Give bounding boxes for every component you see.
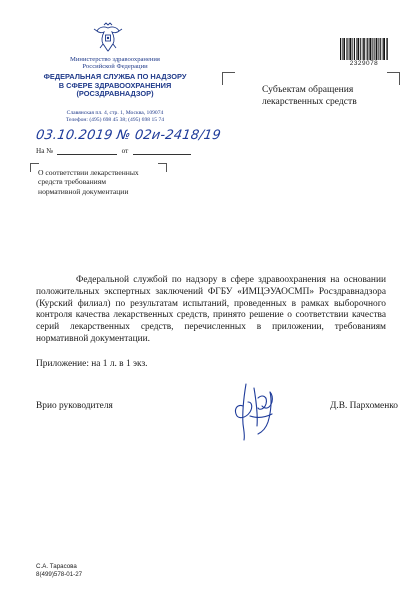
- reference-number-blank: [57, 148, 117, 155]
- coat-of-arms-emblem-icon: [93, 22, 123, 54]
- address-line-2: Телефон: (495) 698 45 38; (495) 698 15 74: [65, 117, 165, 123]
- ministry-name: [40, 56, 190, 71]
- letter-subject: [38, 168, 178, 196]
- subject-line-2: средств требованиям: [38, 177, 106, 187]
- service-line-1: ФЕДЕРАЛЬНАЯ СЛУЖБА ПО НАДЗОРУ: [43, 72, 187, 81]
- signatory-name: Д.В. Пархоменко: [329, 401, 398, 411]
- service-address: [40, 110, 190, 124]
- service-line-3: (РОСЗДРАВНАДЗОР): [76, 89, 154, 99]
- reference-line: [36, 147, 226, 155]
- appendix-note: Приложение: на 1 л. в 1 экз.: [36, 359, 148, 369]
- handwritten-signature-icon: [228, 376, 288, 442]
- ministry-line-2: Российской Федерации: [82, 63, 148, 71]
- subject-line-1: О соответствии лекарственных: [38, 168, 139, 177]
- recipient-bracket-left: [222, 72, 235, 85]
- recipient-block: [262, 84, 397, 108]
- subject-line-3: нормативной документации: [38, 186, 129, 196]
- executor-info: [36, 563, 82, 579]
- service-name: [34, 73, 196, 99]
- signatory-role: Врио руководителя: [36, 401, 113, 411]
- reference-number-label: На №: [36, 147, 54, 155]
- reference-date-blank: [133, 148, 191, 155]
- barcode-icon: [340, 38, 388, 60]
- recipient-line-2: лекарственных средств: [262, 96, 357, 107]
- handwritten-date-number: 03.10.2019 № 02и-2418/19: [34, 128, 222, 143]
- recipient-line-1: Субъектам обращения: [262, 84, 354, 95]
- barcode-number: 2329078: [349, 60, 379, 67]
- executor-phone: 8(499)578-01-27: [36, 570, 83, 578]
- address-line-1: Славянская пл. 4, стр. 1, Москва, 109074: [66, 110, 164, 116]
- service-line-2: В СФЕРЕ ЗДРАВООХРАНЕНИЯ: [58, 80, 172, 90]
- reference-from-label: от: [121, 147, 129, 155]
- body-paragraph: Федеральной службой по надзору в сфере здравоохранения на основании положительных экспертных заключений ФГБУ «ИМЦЭУАОСМП» Росздравнадзора (Курский филиал) по результатам испытаний, проведенных в рамках выборочного контроля качества лекарственных средств, принято решение о соответствии качества серий лекарственных средств, перечисленных в приложении, требованиям нормативной документации.: [36, 275, 386, 344]
- executor-name: С.А. Тарасова: [36, 563, 77, 570]
- ministry-line-1: Министерство здравоохранения: [70, 56, 160, 63]
- registration-handwritten: [36, 128, 226, 148]
